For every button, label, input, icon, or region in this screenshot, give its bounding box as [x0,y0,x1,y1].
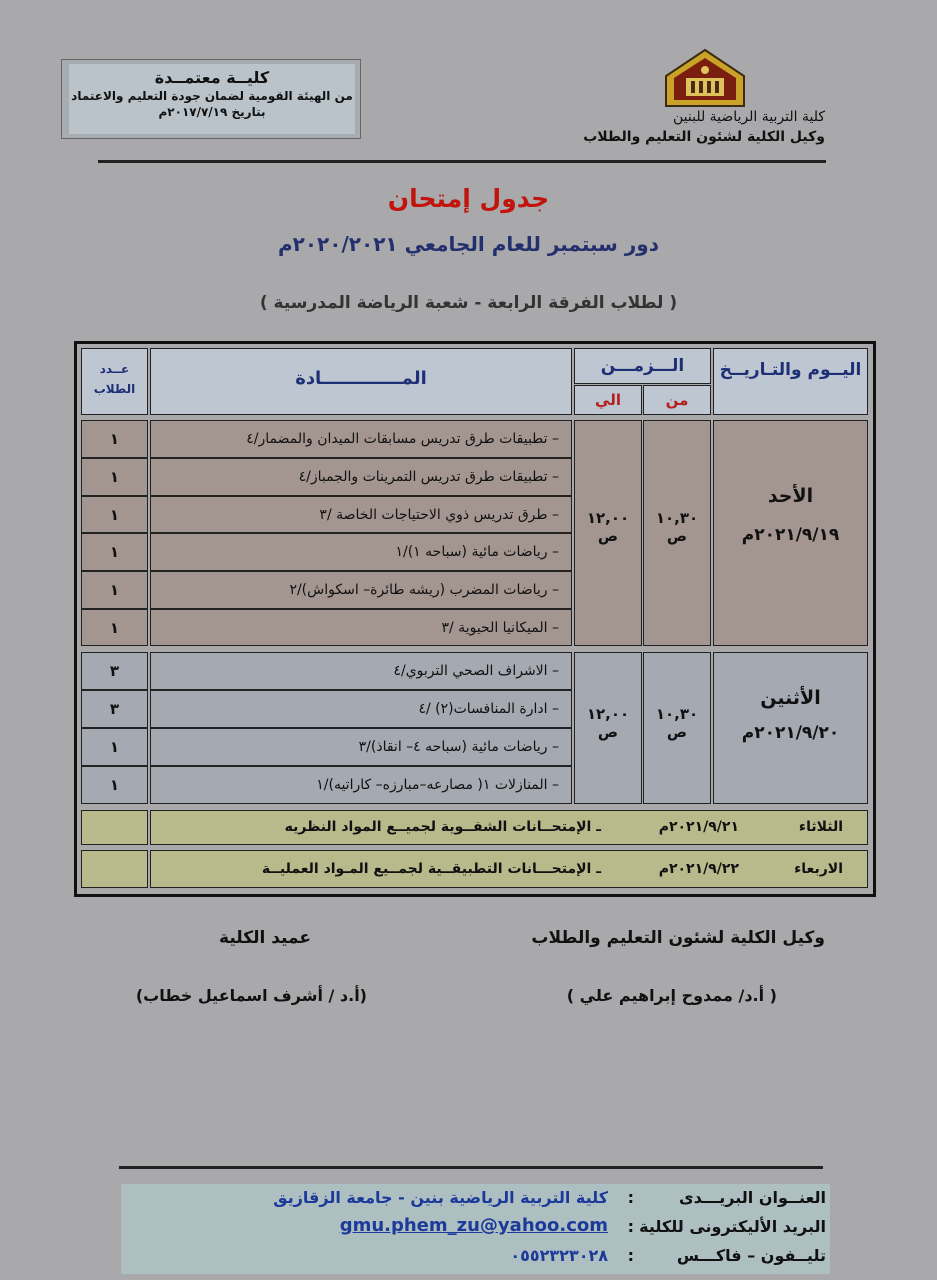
header-subject: المـــــــــــــادة [150,348,572,415]
day-name: الأحد [767,485,814,507]
subject-row: – ادارة المنافسات(٢) /٤ [150,690,572,728]
accreditation-box [61,59,361,139]
header-time: الـــزمـــن [574,348,711,384]
vice-dean-office: وكيل الكلية لشئون التعليم والطلاب [583,129,825,145]
time-from: ١٠,٣٠ ص [643,420,711,646]
student-count: ١ [81,496,148,533]
phone-label: تليــفون – فاكـــس [676,1246,826,1265]
day-cell-sunday [713,420,868,646]
footer-date: ٢٠٢١/٩/٢٢م [658,861,739,877]
header-to: الي [574,385,642,415]
subject-row: – طرق تدريس ذوي الاحتياجات الخاصة /٣ [150,496,572,533]
student-count: ١ [81,571,148,609]
day-date: ٢٠٢١/٩/١٩م [741,525,840,545]
address-colon: : [627,1188,634,1207]
accreditation-authority: من الهيئة القومية لضمان جودة التعليم والاعتماد [71,89,353,103]
student-group: ( لطلاب الفرقة الرابعة - شعبة الرياضة المدرسية ) [259,293,678,313]
student-count: ١ [81,766,148,804]
exam-schedule-table [74,341,876,897]
page-title: جدول إمتحان [387,184,550,213]
faculty-header [583,107,825,147]
phone-value: ٠٥٥٢٣٢٣٠٢٨ [510,1246,608,1265]
faculty-logo [664,48,746,108]
student-count: ١ [81,458,148,496]
vice-dean-title: وكيل الكلية لشئون التعليم والطلاب [531,928,825,948]
subject-row: – رياضات المضرب (ريشه طائرة– اسكواش)/٢ [150,571,572,609]
subject-row: – تطبيقات طرق تدريس التمرينات والجمباز/٤ [150,458,572,496]
page-subtitle: دور سبتمبر للعام الجامعي ٢٠٢٠/٢٠٢١م [277,232,660,256]
accreditation-title: كليــة معتمــدة [154,68,270,87]
faculty-name: كلية التربية الرياضية للبنين [672,109,825,125]
footer-day: الاربعاء [794,861,843,877]
bottom-divider [119,1166,823,1169]
student-count: ١ [81,609,148,646]
dean-title: عميد الكلية [219,928,311,948]
time-to: ١٢,٠٠ ص [574,652,642,804]
subject-row: – رياضات مائية (سباحه ١)/١ [150,533,572,571]
student-count: ١ [81,533,148,571]
subject-row: – رياضات مائية (سباحه ٤– انقاذ)/٣ [150,728,572,766]
vice-dean-name: ( أ.د/ ممدوح إبراهيم علي ) [566,986,777,1005]
header-student-count: عــدد الطلاب [81,348,148,415]
student-count: ٣ [81,690,148,728]
subject-row: – الميكانيا الحيوية /٣ [150,609,572,646]
footer-text: ـ الإمتحـــانات التطبيقــية لجمــيع المـواد العمليــة [261,861,601,877]
header-day-date [713,348,868,415]
footer-day: الثلاثاء [798,819,843,835]
phone-colon: : [627,1246,634,1265]
address-label: العنــوان البريـــدى [678,1188,826,1207]
footer-date: ٢٠٢١/٩/٢١م [658,819,739,835]
day-date: ٢٠٢١/٩/٢٠م [741,723,840,743]
student-count: ١ [81,728,148,766]
header-day-label: اليــوم والتـاريــخ [719,360,862,380]
day-name: الأثنين [760,687,821,709]
top-divider [98,160,826,163]
time-to: ١٢,٠٠ ص [574,420,642,646]
subject-row: – الاشراف الصحي التربوي/٤ [150,652,572,690]
footer-empty-cell [81,850,148,888]
student-count: ٣ [81,652,148,690]
email-link[interactable]: gmu.phem_zu@yahoo.com [339,1215,608,1236]
footer-empty-cell [81,810,148,845]
student-count: ١ [81,420,148,458]
oral-exams-row [150,810,868,845]
email-colon: : [627,1217,634,1236]
dean-name: (أ.د / أشرف اسماعيل خطاب) [135,986,367,1005]
email-label: البريد الأليكترونى للكلية [639,1217,826,1236]
footer-text: ـ الإمتحــانات الشفــوية لجميــع المواد النظريه [284,819,601,835]
address-value: كلية التربية الرياضية بنين - جامعة الزقازيق [273,1188,608,1207]
day-cell-monday [713,652,868,804]
header-from: من [643,385,711,415]
accreditation-date: بتاريخ ٢٠١٧/٧/١٩م [158,105,266,119]
subject-row: – المنازلات ١( مصارعه–مبارزه– كاراتيه)/١ [150,766,572,804]
subject-row: – تطبيقات طرق تدريس مسابقات الميدان والمضمار/٤ [150,420,572,458]
contact-box [121,1184,830,1274]
time-from: ١٠,٣٠ ص [643,652,711,804]
practical-exams-row [150,850,868,888]
